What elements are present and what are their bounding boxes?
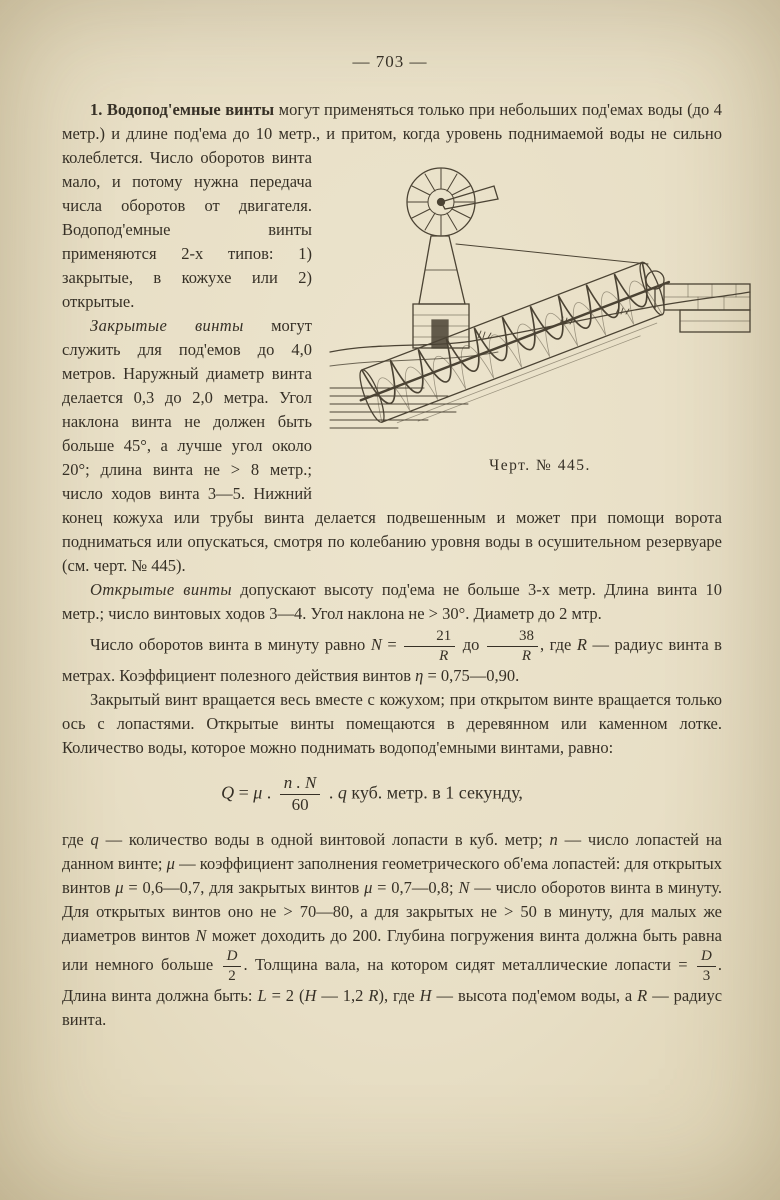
math-var: N [458, 878, 470, 898]
figure-caption: Черт. № 445. [489, 457, 591, 474]
fraction-numerator: n . N [280, 774, 321, 795]
math-var: μ [166, 854, 175, 874]
math-var: n [549, 830, 558, 850]
paragraph-lead-italic: Открытые винты [90, 580, 232, 599]
fraction-numerator: D [697, 948, 716, 967]
fraction-denominator: R [521, 647, 532, 664]
paragraph-definitions [62, 828, 722, 1032]
ground-bank [330, 292, 750, 366]
drive-rod [456, 244, 648, 264]
text-run: = [234, 782, 254, 803]
windmill-screw-illustration [328, 152, 752, 444]
text-run: Закрытый винт вращается весь вместе с кожухом; при открытом винте вращается только ось с лопастями. Открытые винты помещаются в деревянном или каменном лотке. Количество воды, которое можно поднимать водопод'емными винтами, равно: [62, 690, 722, 757]
math-var: q [337, 782, 347, 803]
text-run: Число оборотов винта в минуту равно [90, 634, 371, 654]
math-var: μ [115, 878, 124, 898]
math-var: μ [253, 782, 263, 803]
fraction [404, 628, 455, 664]
text-run: — число лопастей на данном винте; [62, 830, 722, 874]
math-var: N [370, 634, 382, 654]
text-run: = 0,75—0,90. [423, 666, 520, 685]
text-run: . Толщина вала, на котором сидят металлические лопасти = [243, 955, 696, 975]
paragraph-rotation-speed [62, 628, 722, 688]
page-number: — 703 — [352, 52, 428, 71]
math-var: Q [221, 782, 235, 803]
text-run: = 0,6—0,7, для закрытых винтов [123, 878, 365, 898]
text-run: = 2 ( [266, 986, 305, 1006]
fraction-numerator: D [223, 948, 242, 967]
math-var: L [257, 986, 267, 1006]
math-var: η [415, 666, 424, 685]
text-run: — 1,2 [316, 986, 369, 1006]
text-run: куб. метр. в 1 секунду, [346, 782, 523, 803]
text-run: могут применяться только при небольших под'емах воды (до 4 метр.) и длине под'ема до 10 метр., и притом, когда уровень [62, 100, 722, 143]
math-var: μ [364, 878, 373, 898]
paragraph-open-screws [62, 578, 722, 626]
text-run: до [457, 634, 485, 654]
text-run: — радиус винта в метрах. Коэффициент полезного действия винтов [62, 634, 722, 685]
fraction-denominator: 2 [228, 967, 236, 984]
paragraph-lead-italic: Закрытые винты [90, 316, 244, 335]
text-run: . Длина винта должна быть: [62, 955, 722, 1006]
fraction [223, 948, 242, 984]
text-run: поднимаемой воды не сильно колеблется. Число оборотов винта мало, и потому нужна передача числа оборотов от двигателя. Водопод'емные винты применяются 2-х типов: 1) закрытые, в кожухе или 2) открытые. [62, 124, 722, 311]
math-var: N [195, 926, 207, 946]
math-var: R [637, 986, 648, 1006]
fraction [697, 948, 716, 984]
math-var: R [576, 634, 587, 654]
fraction [487, 628, 538, 664]
paragraph-rotation-types [62, 688, 722, 760]
masonry-support [646, 271, 750, 332]
text-run: — радиус винта. [62, 986, 723, 1030]
text-run: ), где [378, 986, 420, 1006]
text-run: допускают высоту под'ема не больше 3-х метр. Длина винта 10 метр.; число винтовых ходов 3—4. Угол наклона не > 30°. Диаметр до 2 мтр. [62, 580, 722, 623]
fraction-denominator: 60 [291, 794, 309, 814]
math-var: q [90, 830, 99, 850]
text-run: могут служить для под'емов до 4,0 метров. Наружный диаметр винта делается 0,3 до 2,0 метра. Угол наклона винта не должен быть больше 45°, а лучше угол около 20°; длина винта не > 8 метр.; число ходов винта 3—5. Нижний конец кожуха или трубы винта делается подвешенным и может при помощи ворота подниматься или опускаться, смотря по колебанию уровня воды в осушительном резервуаре (см. черт. № 445). [62, 316, 722, 575]
text-run: — число оборотов винта в минуту. Для открытых винтов оно не > 70—80, а для закрытых не > 50 в минуту, для малых же диаметров винтов [62, 878, 722, 946]
paragraph-lead-bold: 1. Водопод'емные винты [90, 100, 275, 119]
text-run: , где [539, 634, 577, 654]
text-run: — высота под'емом воды, а [431, 986, 638, 1006]
math-var: R [368, 986, 379, 1006]
figure-445 [328, 152, 752, 478]
flow-formula [62, 774, 682, 814]
fraction-numerator: 21 [404, 628, 455, 647]
text-run: — коэффициент заполнения геометрического об'ема лопастей: для открытых винтов [62, 854, 723, 898]
text-run: где [62, 830, 91, 850]
text-run: . [262, 782, 276, 803]
text-run: . [324, 782, 338, 803]
fraction-denominator: R [439, 647, 449, 664]
fraction-numerator: 38 [487, 628, 538, 647]
fraction [280, 774, 321, 814]
math-var: H [304, 986, 317, 1006]
text-run: = [381, 634, 403, 654]
screw-figure [351, 256, 683, 438]
fraction-denominator: 3 [702, 967, 711, 984]
math-var: H [419, 986, 432, 1006]
text-run: — количество воды в одной винтовой лопасти в куб. метр; [98, 830, 550, 850]
windmill-figure [407, 168, 498, 348]
text-run: = 0,7—0,8; [372, 878, 459, 898]
text-run: может доходить до 200. Глубина погружения винта должна быть равна или немного больше [62, 926, 722, 975]
page-content [62, 98, 722, 1032]
